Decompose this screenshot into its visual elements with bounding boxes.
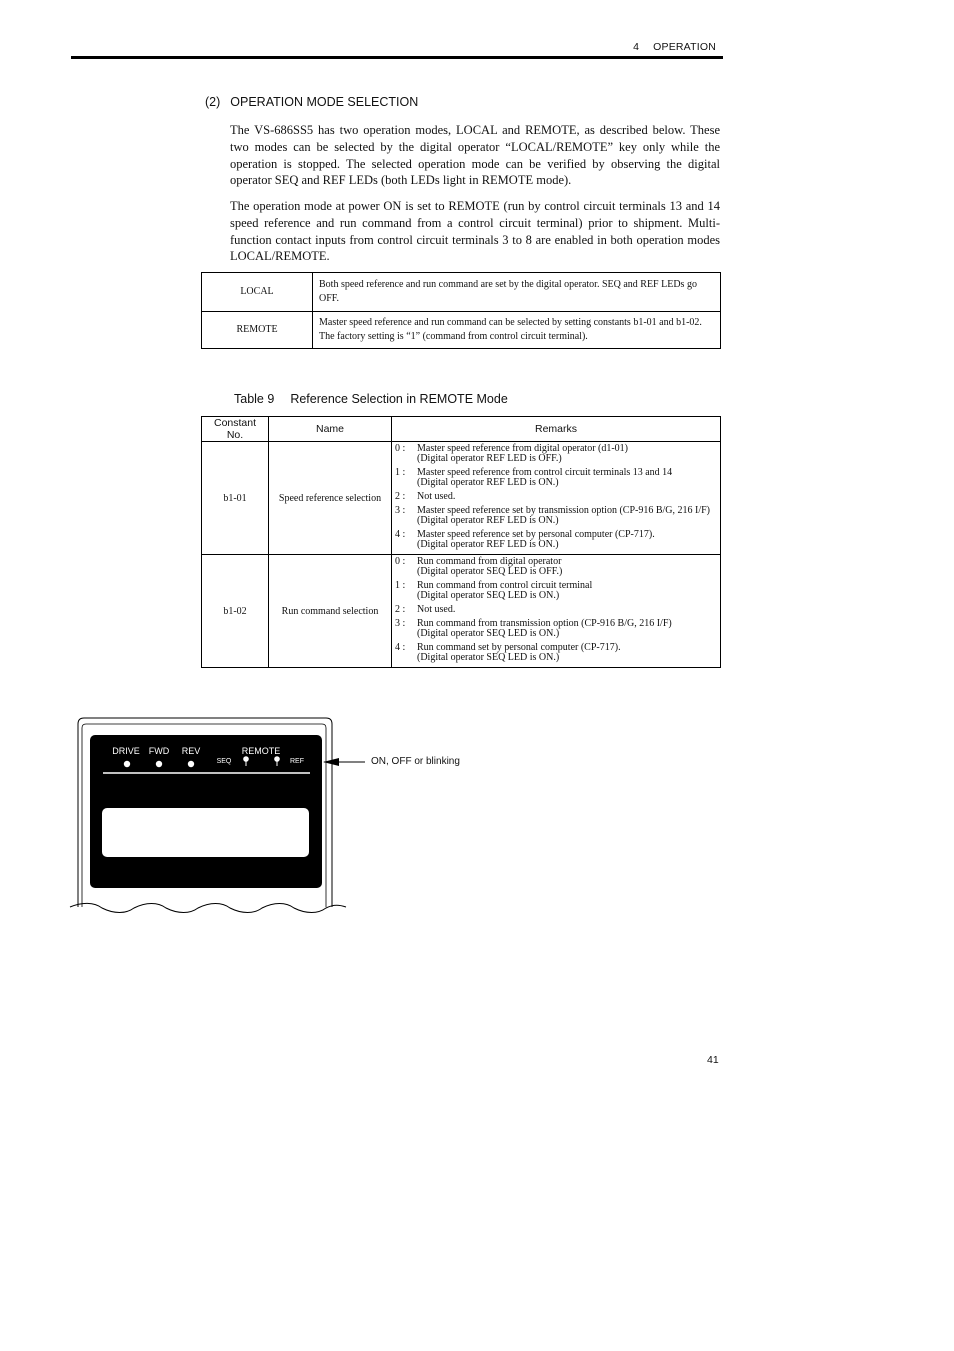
paragraph-power-on-mode: The operation mode at power ON is set to REMOTE (run by control circuit terminals 13 and 14 speed reference and run command from a control circuit terminal) prior to shipment. Multi-function contact inputs from control circuit terminals 3 to 8 are enabled in both operation modes LOCAL/REMOTE.	[230, 199, 720, 264]
remark-option	[395, 581, 717, 601]
option-note: (Digital operator SEQ LED is ON.)	[417, 628, 560, 639]
option-number: 4 :	[395, 642, 406, 653]
option-number: 4 :	[395, 529, 406, 540]
paragraph-operation-modes: The VS-686SS5 has two operation modes, LOCAL and REMOTE, as described below. These two modes can be selected by the digital operator “LOCAL/REMOTE” key only while the operation is stopped. The selected operation mode can be verified by observing the digital operator SEQ and REF LEDs (both LEDs light in REMOTE mode).	[230, 123, 720, 188]
option-number: 2 :	[395, 604, 406, 615]
running-header	[619, 41, 716, 53]
mode-desc-cell: Master speed reference and run command can be selected by setting constants b1-01 and b1-02. The factory setting is “1” (command from control circuit terminal).	[313, 312, 721, 349]
option-number: 3 :	[395, 505, 406, 516]
chapter-title: OPERATION	[653, 41, 716, 53]
option-text: Master speed reference from control circuit terminals 13 and 14	[417, 467, 673, 478]
remote-label: REMOTE	[241, 746, 281, 756]
column-header: Name	[269, 417, 392, 442]
section-number: (2)	[205, 95, 221, 109]
table-row	[202, 273, 721, 312]
constant-cell: b1-02	[202, 555, 269, 668]
table-row	[202, 555, 721, 668]
remark-option	[395, 506, 717, 526]
callout-text: ON, OFF or blinking	[371, 756, 460, 767]
option-number: 2 :	[395, 491, 406, 502]
table-header-row	[202, 417, 721, 442]
option-note: (Digital operator SEQ LED is ON.)	[417, 590, 560, 601]
mode-table	[201, 272, 721, 349]
option-number: 1 :	[395, 467, 406, 478]
digital-operator-diagram	[68, 712, 488, 922]
seq-label: SEQ	[216, 758, 232, 765]
name-cell: Run command selection	[269, 555, 392, 668]
constant-cell: b1-01	[202, 442, 269, 555]
section-heading: OPERATION MODE SELECTION	[230, 95, 419, 109]
remark-option	[395, 468, 717, 488]
table-number: Table 9	[234, 392, 275, 406]
remark-option	[395, 557, 717, 577]
rev-label: REV	[181, 746, 201, 756]
ref-label: REF	[290, 758, 304, 765]
option-number: 3 :	[395, 618, 406, 629]
option-text: Not used.	[417, 604, 456, 615]
option-note: (Digital operator REF LED is ON.)	[417, 515, 559, 526]
remarks-cell	[392, 555, 721, 668]
column-header: Remarks	[392, 417, 721, 442]
table-row	[202, 442, 721, 555]
remark-option	[395, 492, 717, 502]
option-number: 0 :	[395, 443, 406, 454]
option-note: (Digital operator SEQ LED is ON.)	[417, 652, 560, 663]
fwd-led	[156, 761, 162, 767]
drive-led	[124, 761, 130, 767]
torn-edge	[70, 903, 346, 912]
remark-option	[395, 643, 717, 663]
chapter-number: 4	[633, 41, 640, 53]
table-title: Reference Selection in REMOTE Mode	[290, 392, 508, 406]
rev-led	[188, 761, 194, 767]
option-note: (Digital operator REF LED is ON.)	[417, 477, 559, 488]
option-text: Run command set by personal computer (CP-717).	[417, 642, 621, 653]
remark-option	[395, 530, 717, 550]
option-text: Run command from transmission option (CP-916 B/G, 216 I/F)	[417, 618, 672, 629]
option-note: (Digital operator REF LED is ON.)	[417, 539, 559, 550]
option-note: (Digital operator SEQ LED is OFF.)	[417, 566, 563, 577]
lcd-window	[102, 808, 309, 857]
remark-option	[395, 444, 717, 464]
table-row	[202, 312, 721, 349]
fwd-label: FWD	[148, 746, 170, 756]
option-text: Master speed reference set by personal computer (CP-717).	[417, 529, 655, 540]
option-text: Master speed reference from digital operator (d1-01)	[417, 443, 629, 454]
remark-option	[395, 605, 717, 615]
remark-option	[395, 619, 717, 639]
mode-desc-cell: Both speed reference and run command are set by the digital operator. SEQ and REF LEDs go OFF.	[313, 273, 721, 312]
option-number: 0 :	[395, 556, 406, 567]
name-cell: Speed reference selection	[269, 442, 392, 555]
column-header: Constant No.	[202, 417, 269, 442]
header-rule	[71, 56, 723, 59]
table-caption	[234, 392, 508, 406]
page-number: 41	[707, 1054, 719, 1066]
option-number: 1 :	[395, 580, 406, 591]
reference-selection-table	[201, 416, 721, 668]
remarks-cell	[392, 442, 721, 555]
mode-cell: LOCAL	[202, 273, 313, 312]
callout-arrowhead	[323, 758, 339, 766]
option-note: (Digital operator REF LED is OFF.)	[417, 453, 562, 464]
section-title	[205, 95, 418, 109]
option-text: Run command from control circuit terminal	[417, 580, 593, 591]
option-text: Not used.	[417, 491, 456, 502]
mode-cell: REMOTE	[202, 312, 313, 349]
drive-label: DRIVE	[112, 746, 140, 756]
option-text: Run command from digital operator	[417, 556, 562, 567]
option-text: Master speed reference set by transmission option (CP-916 B/G, 216 I/F)	[417, 505, 711, 516]
